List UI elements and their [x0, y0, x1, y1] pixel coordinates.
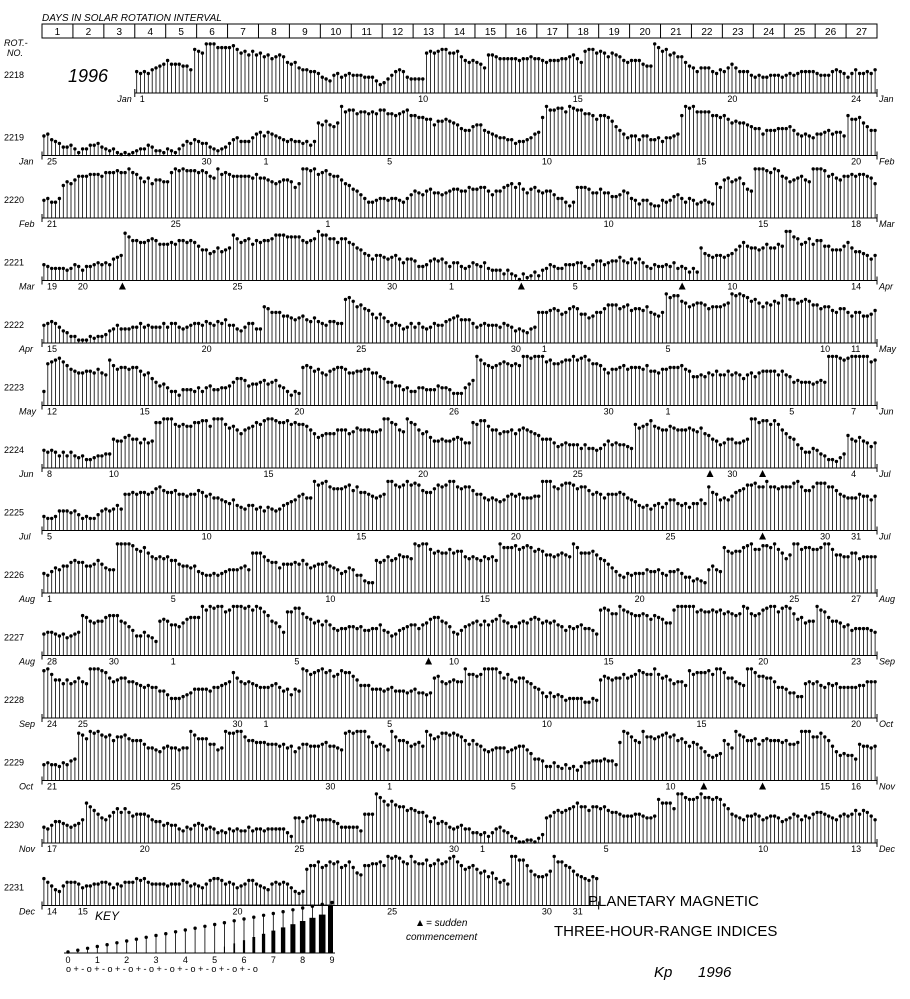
- month-label-right: Jan: [879, 94, 894, 104]
- month-label-left: Jan: [117, 94, 132, 104]
- date-label: 1: [449, 281, 455, 292]
- index-name: Kp: [654, 964, 673, 981]
- date-label: 10: [727, 281, 738, 292]
- header-label: DAYS IN SOLAR ROTATION INTERVAL: [42, 13, 222, 24]
- date-label: 5: [572, 281, 578, 292]
- date-label: 5: [387, 719, 393, 729]
- date-label: 10: [758, 844, 769, 854]
- date-label: 20: [77, 281, 88, 292]
- month-label-left: Apr: [19, 344, 34, 354]
- kp-value-dot: [518, 278, 521, 281]
- rotation-number: 2219: [4, 132, 25, 143]
- date-label: 27: [851, 594, 862, 604]
- date-label: 30: [727, 469, 738, 479]
- rotation-number: 2231: [4, 882, 25, 893]
- kp-bars: [44, 357, 875, 405]
- sc-label-2: commencement: [406, 932, 478, 943]
- rotation-panel: [4, 605, 895, 667]
- month-label-left: May: [19, 406, 37, 417]
- date-label: 15: [47, 344, 58, 354]
- date-label: 20: [634, 594, 645, 604]
- rotation-number: 2230: [4, 820, 25, 830]
- date-label: 20: [418, 469, 429, 479]
- day-header-number: 6: [209, 27, 215, 38]
- date-label: 19: [47, 281, 58, 292]
- sudden-commencement-marker: [119, 283, 126, 290]
- day-header-number: 3: [116, 27, 123, 38]
- date-label: 11: [851, 344, 861, 354]
- rotation-panel: [4, 230, 894, 292]
- month-label-right: Dec: [879, 844, 896, 854]
- date-label: 5: [263, 94, 269, 104]
- legend-scale-number: 0: [65, 955, 71, 965]
- legend-scale-number: 7: [270, 955, 276, 965]
- date-label: 10: [603, 219, 614, 229]
- day-header-number: 2: [85, 27, 92, 38]
- date-label: 5: [387, 156, 393, 167]
- legend-scale-number: 4: [182, 955, 188, 965]
- kp-value-dot: [127, 153, 130, 156]
- title-line-2: THREE-HOUR-RANGE INDICES: [554, 923, 778, 940]
- date-label: 15: [758, 219, 769, 229]
- month-label-left: Jan: [19, 156, 34, 167]
- day-header-number: 24: [763, 27, 775, 38]
- date-label: 25: [170, 781, 181, 792]
- kp-value-dot: [120, 153, 123, 156]
- date-label: 30: [603, 406, 614, 417]
- date-label: 12: [47, 406, 58, 417]
- day-header-number: 8: [271, 27, 277, 38]
- day-header-number: 21: [670, 27, 682, 38]
- rotation-number: 2229: [4, 757, 25, 768]
- date-label: 13: [851, 844, 862, 854]
- date-label: 14: [47, 906, 58, 917]
- date-label: 31: [572, 906, 583, 917]
- date-label: 20: [139, 844, 150, 854]
- month-label-left: Mar: [19, 281, 35, 292]
- rotation-number: 2227: [4, 632, 25, 643]
- day-header-number: 25: [794, 27, 806, 38]
- date-label: 1: [170, 656, 176, 667]
- month-label-right: Oct: [879, 719, 894, 729]
- date-label: 10: [201, 531, 212, 542]
- kp-bars: [44, 482, 875, 530]
- month-label-right: Nov: [879, 781, 896, 792]
- date-label: 10: [541, 156, 552, 167]
- date-label: 20: [510, 531, 521, 542]
- date-label: 20: [294, 406, 305, 417]
- month-label-right: Sep: [879, 656, 896, 667]
- day-header-number: 18: [577, 27, 589, 38]
- day-header-number: 13: [423, 27, 435, 38]
- day-header-number: 26: [825, 27, 837, 38]
- day-header-number: 17: [546, 27, 558, 38]
- sudden-commencement-marker: [425, 658, 432, 665]
- date-label: 5: [294, 656, 300, 667]
- date-label: 15: [479, 594, 490, 604]
- rotation-number: 2228: [4, 695, 25, 705]
- rotation-panel: [4, 480, 892, 542]
- date-label: 15: [77, 906, 88, 917]
- month-label-right: May: [879, 344, 897, 354]
- day-header-number: 15: [484, 27, 496, 38]
- date-label: 30: [449, 844, 460, 854]
- date-label: 30: [201, 156, 212, 167]
- date-label: 30: [541, 906, 552, 917]
- rotation-number: 2226: [4, 570, 25, 580]
- month-label-left: Nov: [19, 844, 36, 854]
- day-header-number: 14: [453, 27, 466, 38]
- day-header-number: 10: [330, 27, 342, 38]
- date-label: 20: [758, 656, 769, 667]
- rotation-panel: [4, 355, 894, 417]
- date-label: 20: [232, 906, 243, 917]
- date-label: 5: [603, 844, 609, 854]
- sudden-commencement-marker: [759, 470, 766, 477]
- date-label: 17: [47, 844, 58, 854]
- date-label: 20: [727, 94, 738, 104]
- date-label: 28: [47, 656, 58, 667]
- date-label: 16: [851, 781, 862, 792]
- date-label: 14: [851, 281, 862, 292]
- day-header-number: 4: [147, 27, 154, 38]
- day-header-number: 11: [361, 27, 372, 38]
- date-label: 25: [77, 719, 88, 729]
- date-label: 30: [387, 281, 398, 292]
- month-label-left: Aug: [19, 594, 36, 604]
- date-label: 10: [325, 594, 336, 604]
- month-label-right: Apr: [879, 281, 894, 292]
- month-label-left: Feb: [19, 219, 35, 229]
- date-label: 21: [47, 781, 58, 792]
- date-label: 25: [294, 844, 305, 854]
- legend-scale-number: 5: [212, 955, 218, 965]
- rotation-number: 2218: [4, 70, 25, 80]
- date-label: 24: [851, 94, 862, 104]
- date-label: 10: [665, 781, 676, 792]
- month-label-right: Aug: [879, 594, 896, 604]
- legend-scale-number: 6: [241, 955, 247, 965]
- month-label-left: Oct: [19, 781, 34, 792]
- rotation-panels: [4, 42, 897, 916]
- date-label: 15: [572, 94, 583, 104]
- kp-bars: [44, 795, 875, 843]
- date-label: 30: [510, 344, 521, 354]
- date-label: 1: [325, 219, 331, 229]
- legend-scale-row: o + - o + - o + - o + - o + - o + - o + - o + - o + - o: [66, 964, 258, 974]
- kp-value-dot: [522, 840, 525, 843]
- date-label: 15: [696, 719, 707, 729]
- rotation-number: 2225: [4, 507, 25, 518]
- rotation-panel: [4, 292, 897, 354]
- rot-label: ROT.-: [4, 38, 28, 48]
- kp-bars: [44, 420, 875, 468]
- kp-value-dot: [533, 840, 536, 843]
- date-label: 1: [479, 844, 485, 854]
- date-label: 8: [47, 469, 53, 479]
- day-header: [55, 24, 868, 38]
- day-header-number: 19: [608, 27, 620, 38]
- date-label: 25: [47, 156, 58, 167]
- day-header-number: 1: [54, 27, 61, 38]
- rot-label-no: NO.: [7, 48, 24, 58]
- legend-scale-number: 2: [124, 955, 130, 965]
- month-label-right: Feb: [879, 156, 895, 167]
- sudden-commencement-marker: [700, 783, 707, 790]
- date-label: 15: [603, 656, 614, 667]
- sudden-commencement-marker: [759, 783, 766, 790]
- date-label: 30: [108, 656, 119, 667]
- date-label: 25: [232, 281, 243, 292]
- date-label: 1: [665, 406, 671, 417]
- day-header-number: 7: [240, 27, 246, 38]
- date-label: 1: [139, 94, 145, 104]
- rotation-panel: [4, 667, 894, 729]
- date-label: 25: [387, 906, 398, 917]
- date-label: 10: [820, 344, 831, 354]
- legend-scale-number: 3: [153, 955, 159, 965]
- date-label: 30: [820, 531, 831, 542]
- day-header-number: 9: [302, 27, 308, 38]
- date-label: 15: [696, 156, 707, 167]
- date-label: 5: [510, 781, 516, 792]
- date-label: 20: [201, 344, 212, 354]
- kp-bars: [44, 857, 597, 905]
- date-label: 31: [851, 531, 862, 542]
- day-header-number: 27: [855, 27, 868, 38]
- sudden-commencement-marker: [707, 470, 714, 477]
- date-label: 25: [665, 531, 676, 542]
- date-label: 18: [851, 219, 862, 229]
- date-label: 15: [356, 531, 367, 542]
- rotation-panel: [4, 167, 896, 229]
- month-label-left: Aug: [19, 656, 36, 667]
- day-header-number: 22: [701, 27, 713, 38]
- date-label: 1: [47, 594, 53, 604]
- day-header-number: 12: [392, 27, 404, 38]
- year-label: 1996: [68, 66, 109, 86]
- date-label: 5: [47, 531, 53, 542]
- date-label: 30: [325, 781, 336, 792]
- date-label: 5: [170, 594, 176, 604]
- title-line-1: PLANETARY MAGNETIC: [588, 893, 759, 910]
- day-header-number: 16: [515, 27, 527, 38]
- date-label: 25: [572, 469, 583, 479]
- date-label: 15: [139, 406, 150, 417]
- rotation-number: 2222: [4, 320, 25, 330]
- date-label: 1: [387, 781, 393, 792]
- date-label: 4: [851, 469, 857, 479]
- kp-bars: [44, 232, 875, 280]
- date-label: 10: [108, 469, 119, 479]
- date-label: 10: [418, 94, 429, 104]
- date-label: 10: [541, 719, 552, 729]
- date-label: 15: [263, 469, 274, 479]
- rotation-panel: [4, 42, 894, 104]
- rotation-panel: [4, 730, 896, 792]
- date-label: 1: [263, 156, 269, 167]
- month-label-right: Mar: [879, 219, 895, 229]
- date-label: 5: [665, 344, 671, 354]
- date-label: 20: [851, 719, 862, 729]
- legend-scale-number: 1: [94, 955, 100, 965]
- rotation-panel: [4, 417, 892, 479]
- rotation-panel: [4, 105, 895, 167]
- date-label: 1: [541, 344, 547, 354]
- month-label-left: Dec: [19, 906, 36, 917]
- date-label: 15: [820, 781, 831, 792]
- rotation-number: 2221: [4, 257, 25, 268]
- month-label-right: Jul: [879, 531, 891, 542]
- rotation-panel: [4, 792, 896, 854]
- date-label: 1: [263, 719, 269, 729]
- date-label: 5: [789, 406, 795, 417]
- sudden-commencement-marker: [518, 283, 525, 290]
- kp-value-dot: [518, 840, 521, 843]
- day-header-number: 20: [639, 27, 651, 38]
- key-label: KEY: [95, 909, 120, 923]
- rotation-panel: [4, 542, 895, 604]
- month-label-right: Jun: [879, 406, 894, 417]
- rotation-number: 2224: [4, 445, 25, 455]
- date-label: 25: [170, 219, 181, 229]
- date-label: 10: [449, 656, 460, 667]
- month-label-left: Sep: [19, 719, 36, 729]
- date-label: 20: [851, 156, 862, 167]
- date-label: 24: [47, 719, 58, 729]
- month-label-left: Jul: [19, 531, 31, 542]
- date-label: 25: [356, 344, 367, 354]
- sc-label: = sudden: [426, 918, 468, 929]
- kp-bars: [44, 170, 875, 218]
- date-label: 30: [232, 719, 243, 729]
- legend-scale-number: 9: [329, 955, 335, 965]
- kp-bars: [44, 545, 875, 593]
- date-label: 26: [449, 406, 460, 417]
- month-label-left: Jun: [19, 469, 34, 479]
- kp-bars: [137, 45, 875, 93]
- day-header-number: 5: [178, 27, 184, 38]
- month-label-right: Jul: [879, 469, 891, 479]
- date-label: 23: [851, 656, 862, 667]
- sudden-commencement-marker: [759, 533, 766, 540]
- index-year: 1996: [698, 964, 732, 981]
- rotation-number: 2223: [4, 382, 25, 393]
- sudden-commencement-marker: [679, 283, 686, 290]
- day-header-number: 23: [732, 27, 744, 38]
- date-label: 25: [789, 594, 800, 604]
- date-label: 7: [851, 406, 857, 417]
- date-label: 21: [47, 219, 58, 229]
- sudden-commencement-icon: [417, 920, 423, 926]
- legend-scale-number: 8: [300, 955, 306, 965]
- rotation-number: 2220: [4, 195, 25, 205]
